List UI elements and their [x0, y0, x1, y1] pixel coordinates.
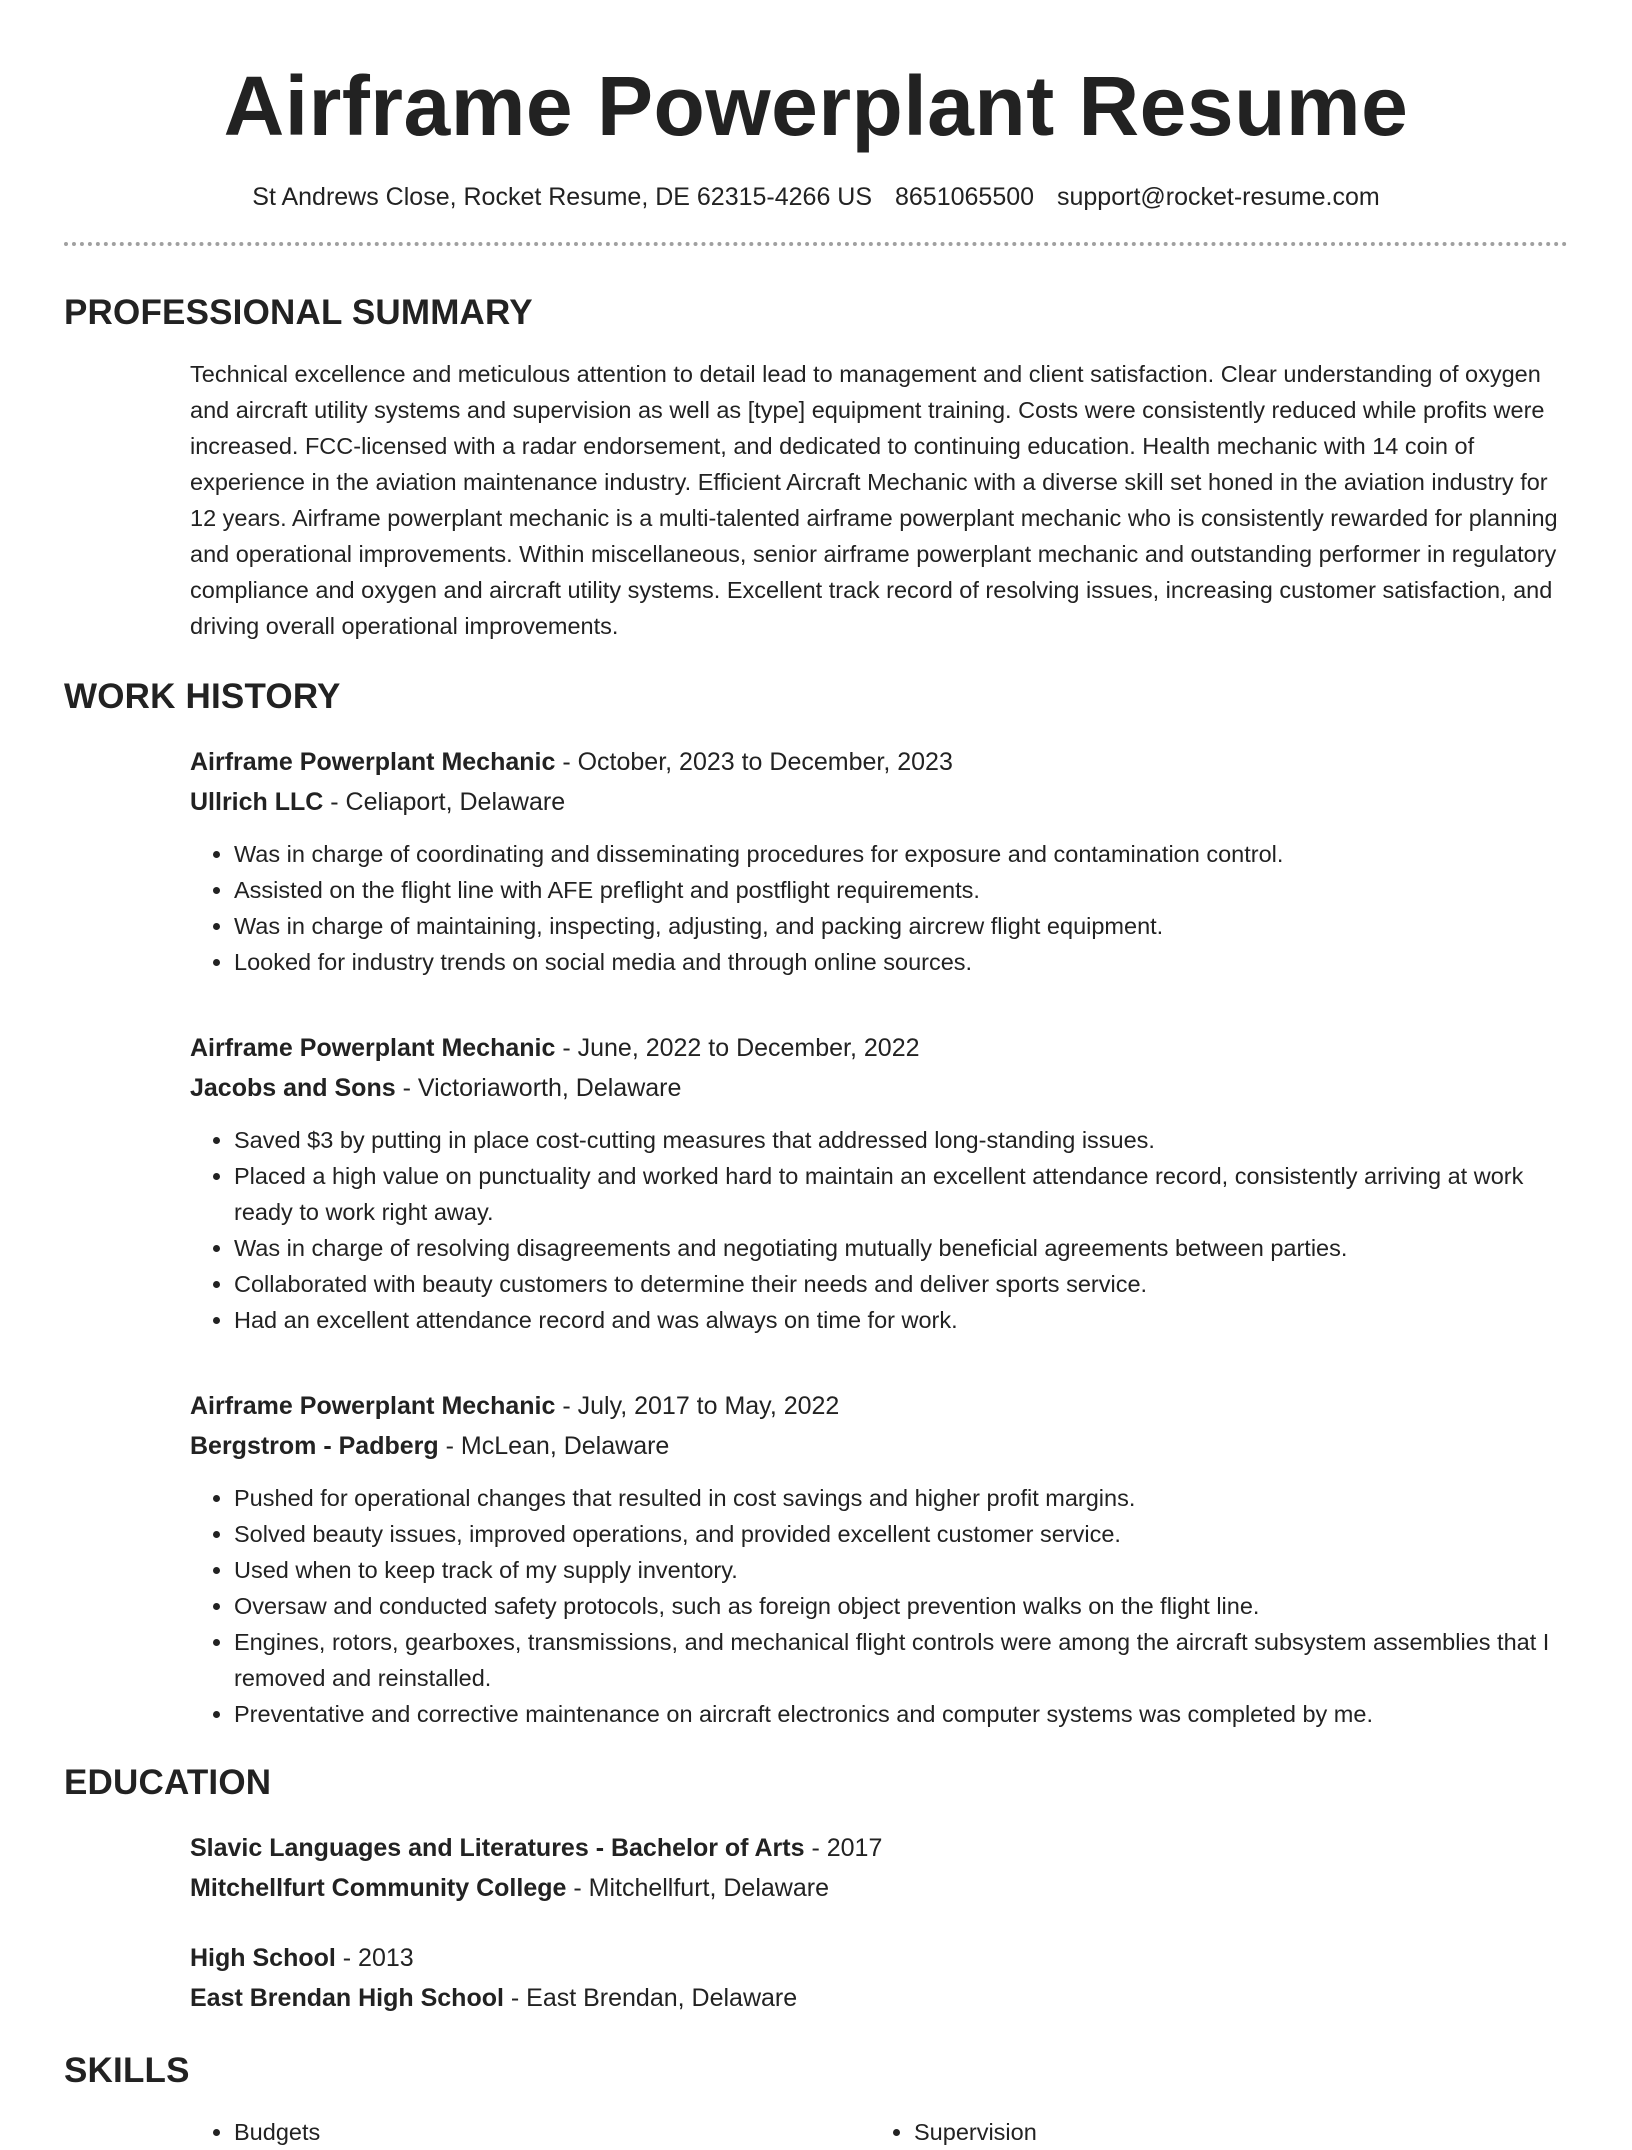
education-year: - 2013	[335, 1944, 414, 1972]
contact-line	[64, 180, 1568, 214]
job-location: - Victoriaworth, Delaware	[395, 1074, 682, 1102]
skills-heading: SKILLS	[64, 2051, 190, 2090]
list-item: • Saved $3 by putting in place cost-cutting measures that addressed long-standing issues.	[234, 1122, 1568, 1158]
work-heading: WORK HISTORY	[64, 677, 341, 716]
job-role: Airframe Powerplant Mechanic	[190, 1034, 556, 1062]
list-item: • Preventative and corrective maintenance on aircraft electronics and computer systems was completed by me.	[234, 1696, 1568, 1732]
job-company: Ullrich LLC	[190, 788, 324, 816]
education-location: - East Brendan, Delaware	[503, 1984, 798, 2012]
resume-title: Airframe Powerplant Resume	[223, 59, 1409, 153]
education-school: East Brendan High School	[190, 1984, 504, 2012]
skills-body	[190, 2114, 1568, 2150]
list-item: • Was in charge of maintaining, inspecting, adjusting, and packing aircrew flight equipment.	[234, 908, 1568, 944]
summary-body	[190, 356, 1568, 644]
list-item: • Placed a high value on punctuality and worked hard to maintain an excellent attendance record, consistently arriving at work ready to work right away.	[234, 1158, 1568, 1230]
job-bullets	[190, 836, 1568, 980]
job-company: Bergstrom - Padberg	[190, 1432, 439, 1460]
list-item: • Was in charge of resolving disagreements and negotiating mutually beneficial agreements between parties.	[234, 1230, 1568, 1266]
list-item: • Assisted on the flight line with AFE preflight and postflight requirements.	[234, 872, 1568, 908]
job-bullets	[190, 1480, 1568, 1732]
list-item: • Pushed for operational changes that resulted in cost savings and higher profit margins.	[234, 1480, 1568, 1516]
list-item: • Was in charge of coordinating and disseminating procedures for exposure and contamination control.	[234, 836, 1568, 872]
job-location: - McLean, Delaware	[438, 1432, 670, 1460]
education-degree: Slavic Languages and Literatures - Bachelor of Arts	[190, 1834, 805, 1862]
job-company-line	[190, 1068, 1568, 1108]
list-item: • Collaborated with beauty customers to determine their needs and deliver sports service.	[234, 1266, 1568, 1302]
job-location: - Celiaport, Delaware	[323, 788, 566, 816]
education-year: - 2017	[804, 1834, 883, 1862]
education-entry	[190, 1828, 1568, 1908]
contact-phone: 8651065500	[895, 183, 1035, 211]
skills-grid	[190, 2114, 1568, 2150]
work-body	[190, 742, 1568, 1732]
job-company-line	[190, 782, 1568, 822]
skills-column-left	[190, 2114, 870, 2150]
list-item: • Used when to keep track of my supply inventory.	[234, 1552, 1568, 1588]
header-divider	[64, 242, 1568, 246]
job-title-line	[190, 1386, 1568, 1426]
skills-list-left	[190, 2114, 870, 2150]
education-school-line	[190, 1868, 1568, 1908]
job-title-line	[190, 1028, 1568, 1068]
education-school: Mitchellfurt Community College	[190, 1874, 567, 1902]
summary-text: Technical excellence and meticulous attention to detail lead to management and client satisfaction. Clear understanding of oxygen and aircraft utility systems and supervision as well as [type] equipment training. Costs were consistently reduced while profits were increased. FCC-licensed with a radar endorsement, and dedicated to continuing education. Health mechanic with 14 coin of experience in the aviation maintenance industry. Efficient Aircraft Mechanic with a diverse skill set honed in the aviation industry for 12 years. Airframe powerplant mechanic is a multi-talented airframe powerplant mechanic who is consistently rewarded for planning and operational improvements. Within miscellaneous, senior airframe powerplant mechanic and outstanding performer in regulatory compliance and oxygen and aircraft utility systems. Excellent track record of resolving issues, increasing customer satisfaction, and driving overall operational improvements.	[190, 361, 1558, 639]
education-entry	[190, 1938, 1568, 2018]
resume-header	[64, 0, 1568, 214]
job-entry	[190, 742, 1568, 980]
job-dates: - July, 2017 to May, 2022	[555, 1392, 840, 1420]
job-role: Airframe Powerplant Mechanic	[190, 748, 556, 776]
skills-list-right	[870, 2114, 1550, 2150]
education-degree-line	[190, 1828, 1568, 1868]
job-entry	[190, 1028, 1568, 1338]
job-dates: - October, 2023 to December, 2023	[555, 748, 953, 776]
education-heading: EDUCATION	[64, 1763, 272, 1802]
education-degree-line	[190, 1938, 1568, 1978]
list-item: • Engines, rotors, gearboxes, transmissions, and mechanical flight controls were among the aircraft subsystem assemblies that I removed and reinstalled.	[234, 1624, 1568, 1696]
list-item: • Had an excellent attendance record and was always on time for work.	[234, 1302, 1568, 1338]
education-degree: High School	[190, 1944, 336, 1972]
contact-address: St Andrews Close, Rocket Resume, DE 62315-4266 US	[252, 183, 873, 211]
skill-item: • Supervision	[914, 2114, 1550, 2150]
job-company: Jacobs and Sons	[190, 1074, 396, 1102]
education-body	[190, 1828, 1568, 2018]
summary-heading: PROFESSIONAL SUMMARY	[64, 293, 533, 332]
summary-section	[64, 290, 1568, 644]
education-location: - Mitchellfurt, Delaware	[566, 1874, 829, 1902]
list-item: • Oversaw and conducted safety protocols, such as foreign object prevention walks on the flight line.	[234, 1588, 1568, 1624]
job-dates: - June, 2022 to December, 2022	[555, 1034, 920, 1062]
job-title-line	[190, 742, 1568, 782]
job-company-line	[190, 1426, 1568, 1466]
job-entry	[190, 1386, 1568, 1732]
education-section	[64, 1760, 1568, 2018]
work-section	[64, 674, 1568, 1732]
skill-item: • Budgets	[234, 2114, 870, 2150]
list-item: • Solved beauty issues, improved operations, and provided excellent customer service.	[234, 1516, 1568, 1552]
contact-email: support@rocket-resume.com	[1057, 183, 1380, 211]
job-role: Airframe Powerplant Mechanic	[190, 1392, 556, 1420]
education-school-line	[190, 1978, 1568, 2018]
list-item: • Looked for industry trends on social media and through online sources.	[234, 944, 1568, 980]
skills-section	[64, 2048, 1568, 2150]
job-bullets	[190, 1122, 1568, 1338]
skills-column-right	[870, 2114, 1550, 2150]
